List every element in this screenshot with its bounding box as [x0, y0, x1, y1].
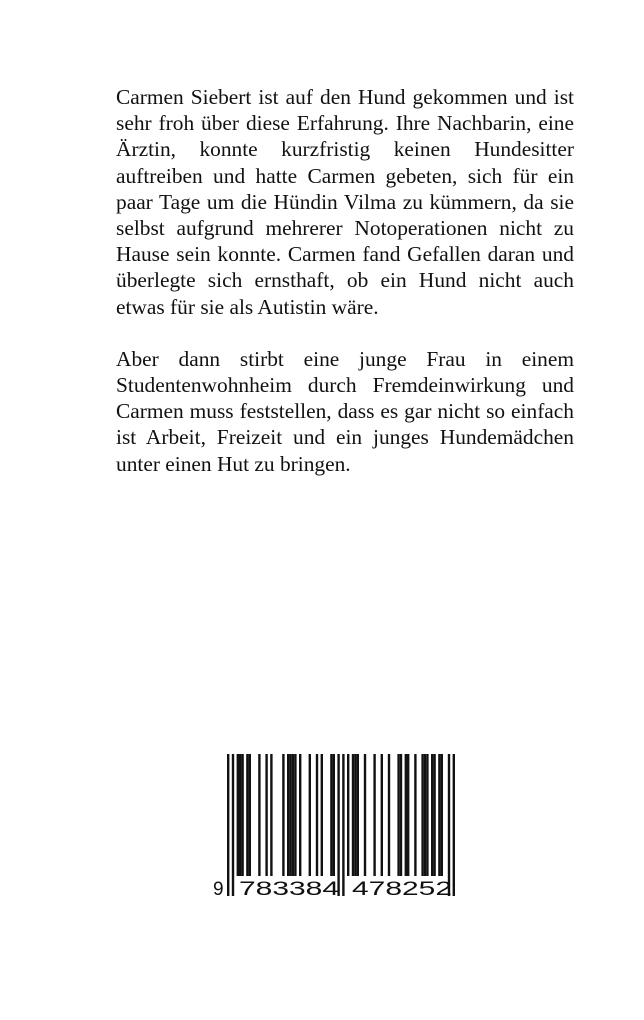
- barcode-bar: [299, 754, 301, 876]
- barcode-bar: [373, 754, 375, 876]
- barcode-digits-right: 478252: [352, 879, 452, 900]
- barcode-bars: [227, 754, 455, 896]
- barcode-guard-bar: [232, 754, 234, 896]
- barcode-bar: [294, 754, 296, 876]
- barcode-guard-bar: [227, 754, 229, 896]
- barcode-guard-bar: [448, 754, 450, 896]
- barcode-bar: [426, 754, 428, 876]
- barcode-bar: [414, 754, 416, 876]
- barcode-guard-bar: [342, 754, 344, 896]
- barcode-bar: [289, 754, 291, 876]
- barcode-bar: [309, 754, 311, 876]
- barcode-bar: [321, 754, 323, 876]
- barcode-bar: [316, 754, 318, 876]
- barcode-bar: [424, 754, 426, 876]
- barcode-bar: [441, 754, 443, 876]
- barcode-bar: [292, 754, 294, 876]
- barcode-bar: [397, 754, 399, 876]
- barcode-bar: [433, 754, 435, 876]
- barcode-bar: [241, 754, 243, 876]
- barcode-bar: [249, 754, 251, 876]
- barcode-bar: [237, 754, 239, 876]
- barcode-bar: [239, 754, 241, 876]
- barcode-bar: [405, 754, 407, 876]
- barcode-bar: [333, 754, 335, 876]
- barcode-bar: [421, 754, 423, 876]
- barcode-bar: [381, 754, 383, 876]
- barcode-bar: [265, 754, 267, 876]
- barcode-guard-bar: [337, 754, 339, 896]
- blurb-text: [116, 84, 574, 477]
- barcode-graphic: [213, 752, 473, 902]
- blurb-paragraph-2: Aber dann stirbt eine junge Frau in einem Studentenwohnheim durch Fremdeinwirkung und Carmen muss feststellen, dass es gar nicht so einfach ist Arbeit, Freizeit und ein junges Hundemädchen unter einen Hut zu bringen.: [116, 346, 574, 476]
- barcode-bar: [330, 754, 332, 876]
- barcode-bar: [282, 754, 284, 876]
- barcode-digit-first: 9: [213, 879, 224, 900]
- barcode-bar: [287, 754, 289, 876]
- barcode-bar: [364, 754, 366, 876]
- barcode-bar: [258, 754, 260, 876]
- barcode-bar: [357, 754, 359, 876]
- barcode-digits-left: 783384: [239, 879, 340, 900]
- isbn-barcode: [213, 752, 473, 902]
- barcode-bar: [388, 754, 390, 876]
- blurb-paragraph-1: Carmen Siebert ist auf den Hund gekommen und ist sehr froh über diese Erfahrung. Ihre Nachbarin, eine Ärztin, konnte kurzfristig keinen Hundesitter auftreiben und hatte Carmen gebeten, sich für ein paar Tage um die Hündin Vilma zu kümmern, da sie selbst aufgrund mehrerer Notoperationen nicht zu Hause sein konnte. Carmen fand Gefallen daran und überlegte sich ernsthaft, ob ein Hund nicht auch etwas für sie als Autistin wäre.: [116, 85, 574, 319]
- barcode-guard-bar: [453, 754, 455, 896]
- barcode-bar: [246, 754, 248, 876]
- barcode-bar: [347, 754, 349, 876]
- barcode-bar: [270, 754, 272, 876]
- barcode-bar: [354, 754, 356, 876]
- barcode-bar: [407, 754, 409, 876]
- barcode-bar: [352, 754, 354, 876]
- barcode-bar: [431, 754, 433, 876]
- barcode-bar: [438, 754, 440, 876]
- barcode-bar: [400, 754, 402, 876]
